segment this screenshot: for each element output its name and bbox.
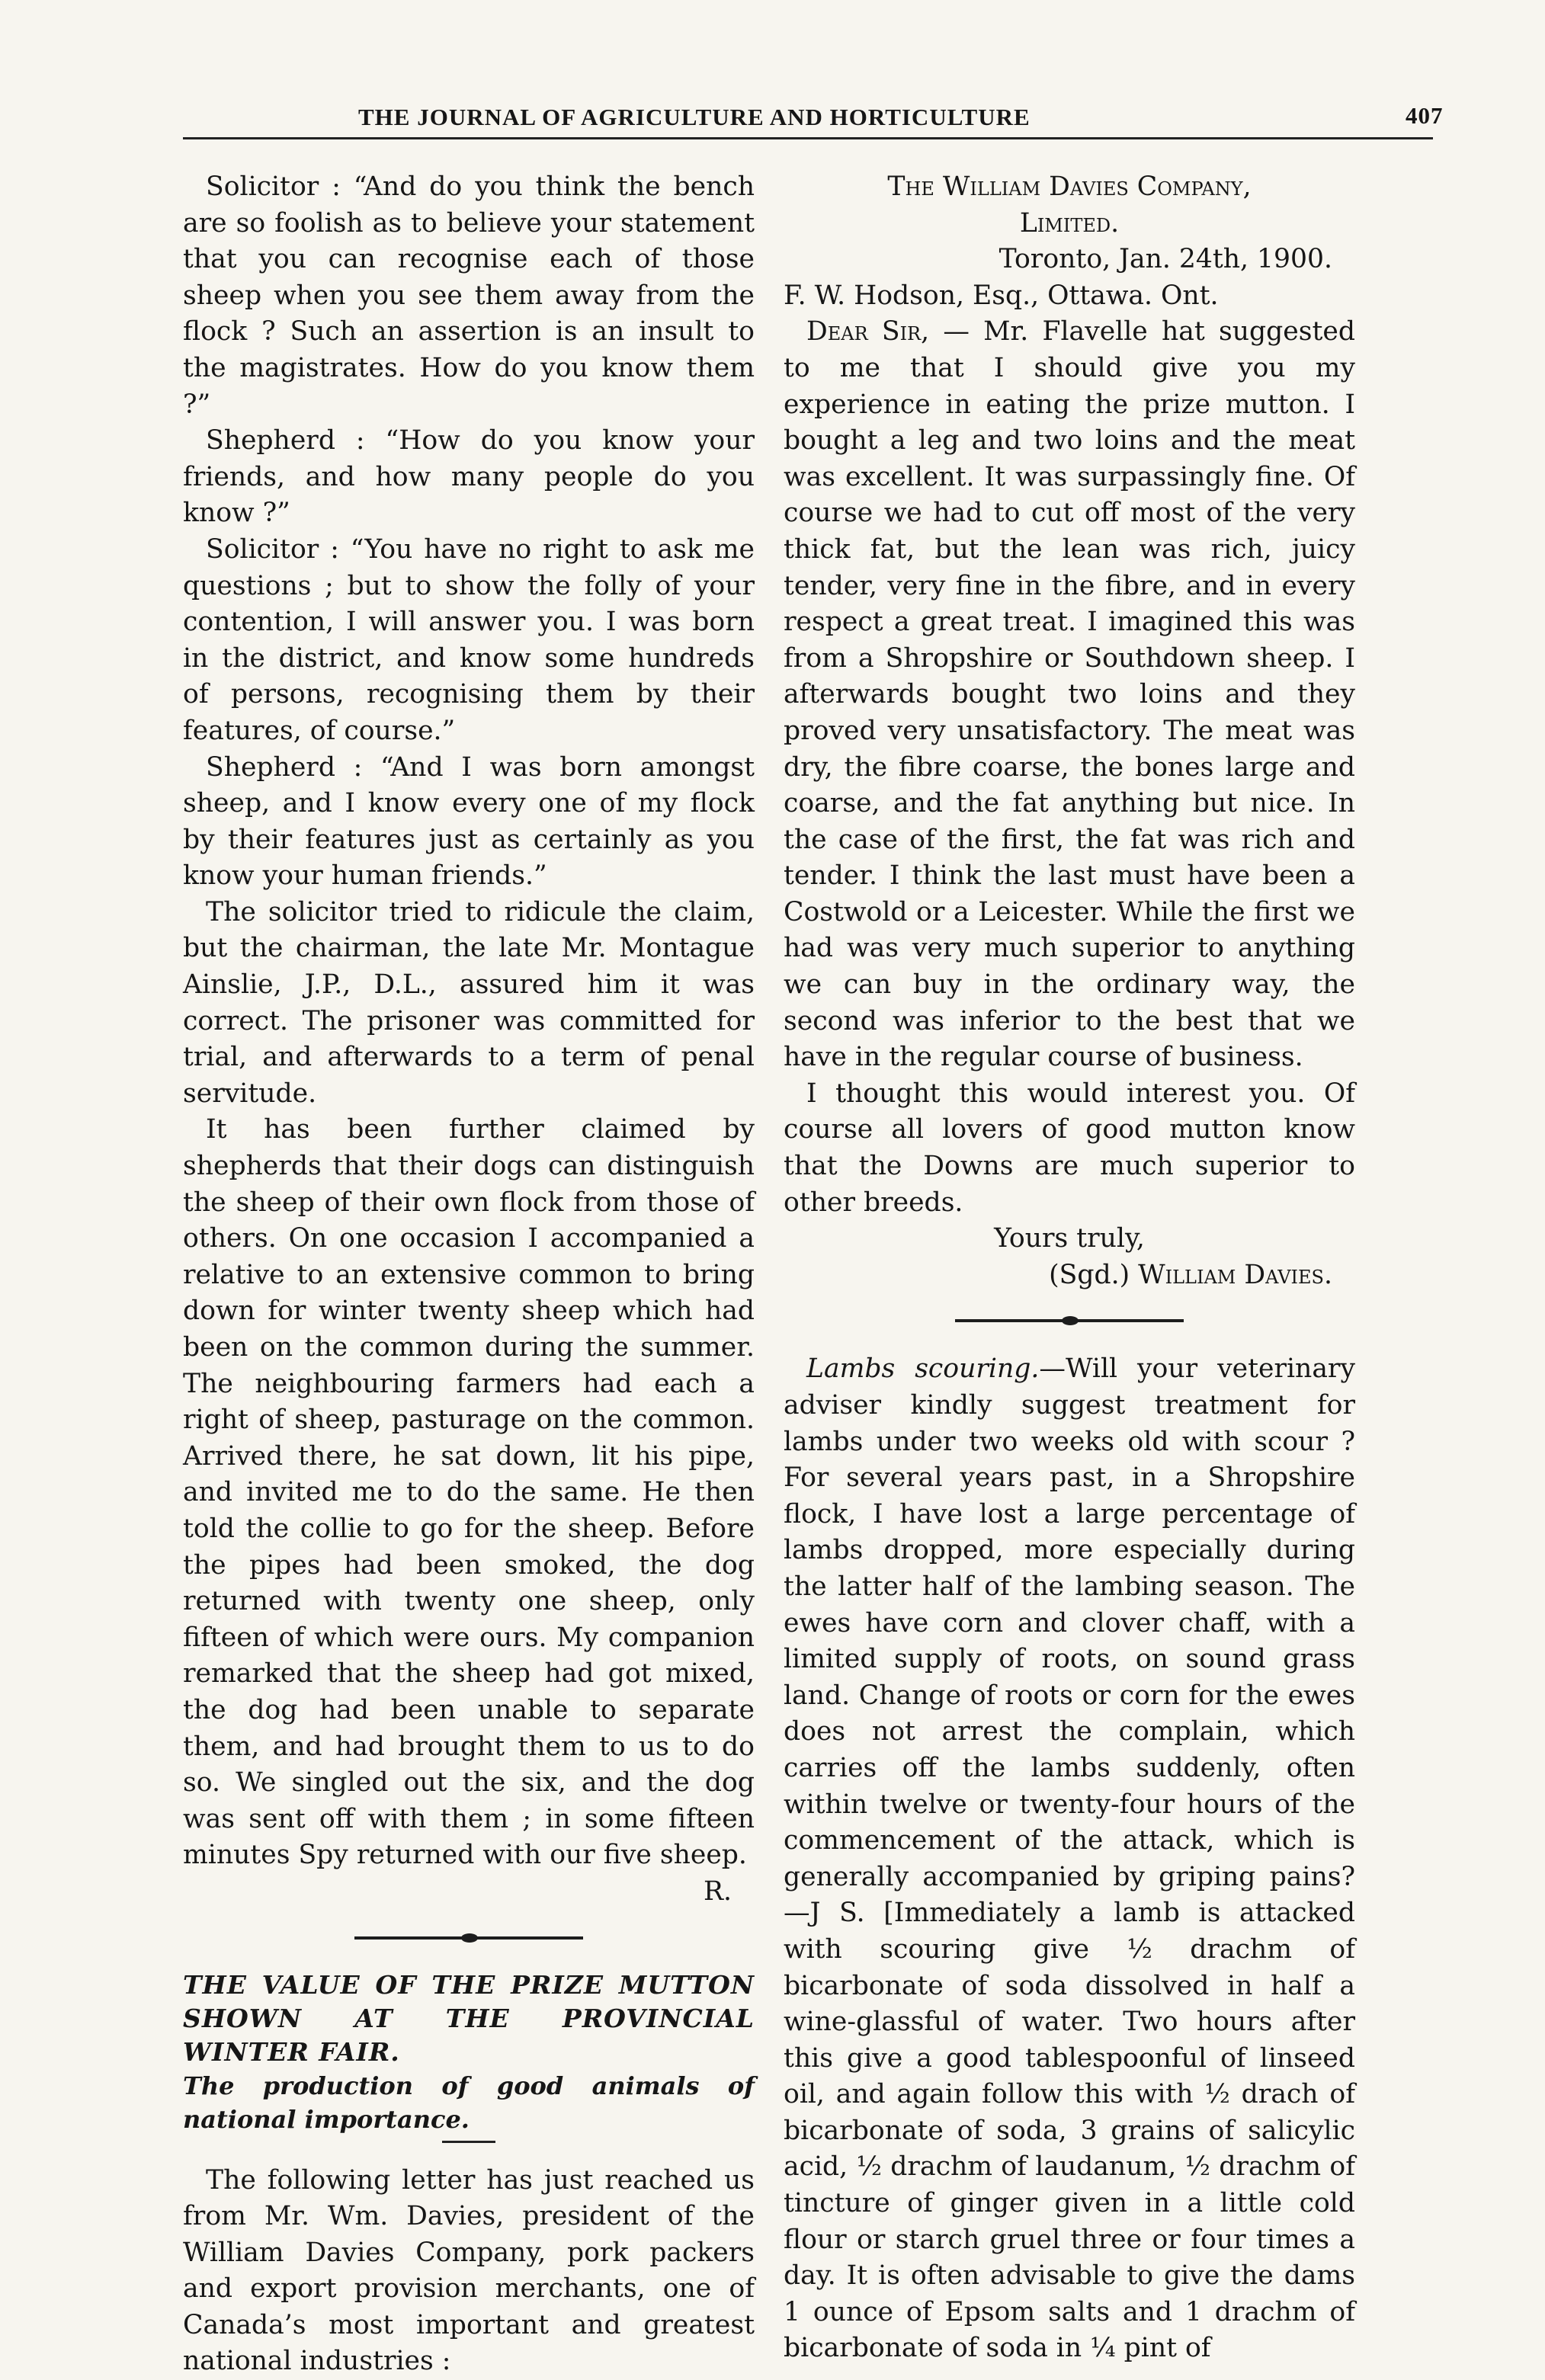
article-subtitle: The production of good animals of national importance. <box>183 2069 755 2136</box>
company-name: The William Davies Company, <box>784 169 1355 206</box>
header-rule <box>183 137 1433 139</box>
right-column <box>784 169 1355 2367</box>
signature <box>784 1257 1355 1294</box>
query-body: —Will your veterinary adviser kindly suggest treatment for lambs under two weeks old with scour ? For several years past, in a Shropshire flock, I have lost a large percentage of lambs dropped, more especially during the latter half of the lambing season. The ewes have corn and clover chaff, with a limited supply of roots, on sound grass land. Change of roots or corn for the ewes does not arrest the complain, which carries off the lambs suddenly, often within twelve or twenty-four hours of the commencement of the attack, which is generally accompanied by griping pains?—J S. [Immediately a lamb is attacked with scouring give ½ drachm of bicarbonate of soda dissolved in half a wine-glassful of water. Two hours after this give a good tablespoonful of linseed oil, and again follow this with ½ drach of bicarbonate of soda, 3 grains of salicylic acid, ½ drachm of laudanum, ½ drachm of tincture of ginger given in a little cold flour or starch gruel three or four times a day. It is often advisable to give the dams 1 ounce of Epsom salts and 1 drachm of bicarbonate of soda in ¼ pint of <box>784 1353 1355 2363</box>
dateline: Toronto, Jan. 24th, 1900. <box>784 242 1355 278</box>
article-intro: The following letter has just reached us from Mr. Wm. Davies, president of the William Davies Company, pork packers and export provision merchants, one of Canada’s most important and greatest national industries : <box>183 2163 755 2380</box>
article-title: THE VALUE OF THE PRIZE MUTTON SHOWN AT THE PROVINCIAL WINTER FAIR. <box>183 1968 755 2069</box>
section-divider <box>955 1316 1184 1324</box>
addressee: F. W. Hodson, Esq., Ottawa. Ont. <box>784 278 1355 315</box>
company-suffix: Limited. <box>784 206 1355 242</box>
divider-ornament <box>461 1933 478 1943</box>
signature-prefix: (Sgd.) <box>1049 1260 1130 1290</box>
paragraph: Shepherd : “And I was born amongst sheep, and I know every one of my flock by their features just as certainly as you know your human friends.” <box>183 750 755 895</box>
author-initial: R. <box>183 1874 755 1911</box>
divider-ornament <box>1062 1316 1079 1325</box>
paragraph: Solicitor : “You have no right to ask me questions ; but to show the folly of your contention, I will answer you. I was born in the district, and know some hundreds of persons, recognising them by their features, of course.” <box>183 532 755 750</box>
running-header <box>183 98 1418 136</box>
query-paragraph <box>784 1351 1355 2367</box>
paragraph: Shepherd : “How do you know your friends, and how many people do you know ?” <box>183 423 755 532</box>
salutation: Dear Sir, <box>806 316 929 347</box>
section-divider <box>354 1933 583 1941</box>
signature-name: William Davies. <box>1138 1260 1332 1290</box>
letter-paragraph: I thought this would interest you. Of course all lovers of good mutton know that the Downs are much superior to other breeds. <box>784 1076 1355 1221</box>
closing: Yours truly, <box>784 1221 1355 1257</box>
query-lead: Lambs scouring. <box>806 1353 1039 1384</box>
letter-body: — Mr. Flavelle hat suggested to me that I should give you my experience in eating the prize mutton. I bought a leg and two loins and the meat was excellent. It was surpassingly fine. Of course we had to cut off most of the very thick fat, but the lean was rich, juicy tender, very fine in the fibre, and in every respect a great treat. I imagined this was from a Shropshire or Southdown sheep. I afterwards bought two loins and they proved very unsatisfactory. The meat was dry, the fibre coarse, the bones large and coarse, and the fat anything but nice. In the case of the first, the fat was rich and tender. I think the last must have been a Costwold or a Leicester. While the first we had was very much superior to anything we can buy in the ordinary way, the second was inferior to the best that we have in the regular course of business. <box>784 316 1355 1072</box>
paragraph: The solicitor tried to ridicule the claim, but the chairman, the late Mr. Montague Ainslie, J.P., D.L., assured him it was correct. The prisoner was committed for trial, and afterwards to a term of penal servitude. <box>183 895 755 1113</box>
letter-paragraph <box>784 314 1355 1075</box>
short-rule <box>442 2141 495 2143</box>
paragraph: It has been further claimed by shepherds that their dogs can distinguish the sheep of their own flock from those of others. On one occasion I accompanied a relative to an extensive common to bring down for winter twenty sheep which had been on the common during the summer. The neighbouring farmers had each a right of sheep, pasturage on the common. Arrived there, he sat down, lit his pipe, and invited me to do the same. He then told the collie to go for the sheep. Before the pipes had been smoked, the dog returned with twenty one sheep, only fifteen of which were ours. My companion remarked that the sheep had got mixed, the dog had been unable to separate them, and had brought them to us to do so. We singled out the six, and the dog was sent off with them ; in some fifteen minutes Spy returned with our five sheep. <box>183 1112 755 1873</box>
journal-title: THE JOURNAL OF AGRICULTURE AND HORTICULTURE <box>358 104 1031 131</box>
page-number: 407 <box>1406 102 1444 130</box>
left-column <box>183 169 755 2380</box>
paragraph: Solicitor : “And do you think the bench are so foolish as to believe your statement that you can recognise each of those sheep when you see them away from the flock ? Such an assertion is an insult to the magistrates. How do you know them ?” <box>183 169 755 423</box>
